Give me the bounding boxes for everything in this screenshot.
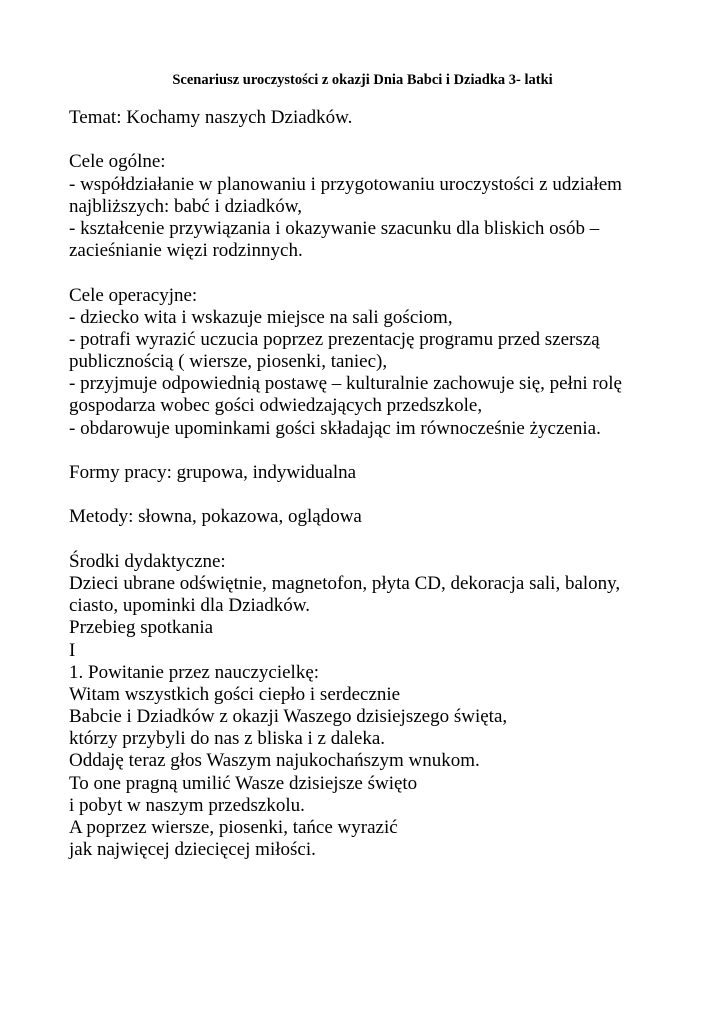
paragraph-gap — [69, 484, 709, 506]
general-goals-heading: Cele ogólne: — [69, 151, 166, 173]
meeting-course-heading: Przebieg spotkania — [69, 617, 214, 639]
operational-goals-line: - dziecko wita i wskazuje miejsce na sali gościom, — [69, 306, 453, 328]
work-forms-line: Formy pracy: grupowa, indywidualna — [69, 462, 357, 483]
paragraph-gap — [69, 529, 709, 551]
operational-goals-line: - obdarowuje upominkami gości składając im równocześnie życzenia. — [69, 417, 601, 439]
greeting-line: Witam wszystkich gości ciepło i serdecznie — [69, 683, 401, 705]
general-goals-line: najbliższych: babć i dziadków, — [69, 195, 303, 217]
meeting-step: 1. Powitanie przez nauczycielkę: — [69, 661, 320, 683]
greeting-line: którzy przybyli do nas z bliska i z daleka. — [69, 728, 386, 750]
operational-goals-line: gospodarza wobec gości odwiedzających przedszkole, — [69, 395, 483, 417]
document-title: Scenariusz uroczystości z okazji Dnia Babci i Dziadka 3- latki — [172, 72, 553, 88]
general-goals-line: - kształcenie przywiązania i okazywanie szacunku dla bliskich osób – — [69, 217, 600, 239]
operational-goals-heading: Cele operacyjne: — [69, 284, 198, 306]
operational-goals-line: publicznością ( wiersze, piosenki, taniec), — [69, 351, 388, 373]
operational-goals-line: - potrafi wyrazić uczucia poprzez prezentację programu przed szerszą — [69, 328, 600, 350]
general-goals-line: zacieśnianie więzi rodzinnych. — [69, 240, 303, 262]
teaching-aids-line: Dzieci ubrane odświętnie, magnetofon, płyta CD, dekoracja sali, balony, — [69, 572, 621, 594]
greeting-line: i pobyt w naszym przedszkolu. — [69, 794, 305, 816]
greeting-line: A poprzez wiersze, piosenki, tańce wyrazić — [69, 817, 398, 838]
paragraph-gap — [69, 129, 709, 151]
document-body — [69, 107, 709, 861]
greeting-line: jak najwięcej dziecięcej miłości. — [69, 839, 316, 861]
meeting-part-number: I — [69, 639, 76, 661]
teaching-aids-line: ciasto, upominki dla Dziadków. — [69, 595, 310, 617]
operational-goals-line: - przyjmuje odpowiednią postawę – kulturalnie zachowuje się, pełni rolę — [69, 373, 622, 395]
paragraph-gap — [69, 262, 709, 284]
greeting-line: To one pragną umilić Wasze dzisiejsze święto — [69, 772, 418, 794]
topic-line: Temat: Kochamy naszych Dziadków. — [69, 107, 353, 128]
methods-line: Metody: słowna, pokazowa, oglądowa — [69, 506, 362, 528]
greeting-line: Oddaję teraz głos Waszym najukochańszym wnukom. — [69, 750, 480, 772]
general-goals-line: - współdziałanie w planowaniu i przygotowaniu uroczystości z udziałem — [69, 173, 622, 195]
teaching-aids-heading: Środki dydaktyczne: — [69, 550, 226, 572]
greeting-line: Babcie i Dziadków z okazji Waszego dzisiejszego święta, — [69, 706, 508, 728]
paragraph-gap — [69, 440, 709, 462]
